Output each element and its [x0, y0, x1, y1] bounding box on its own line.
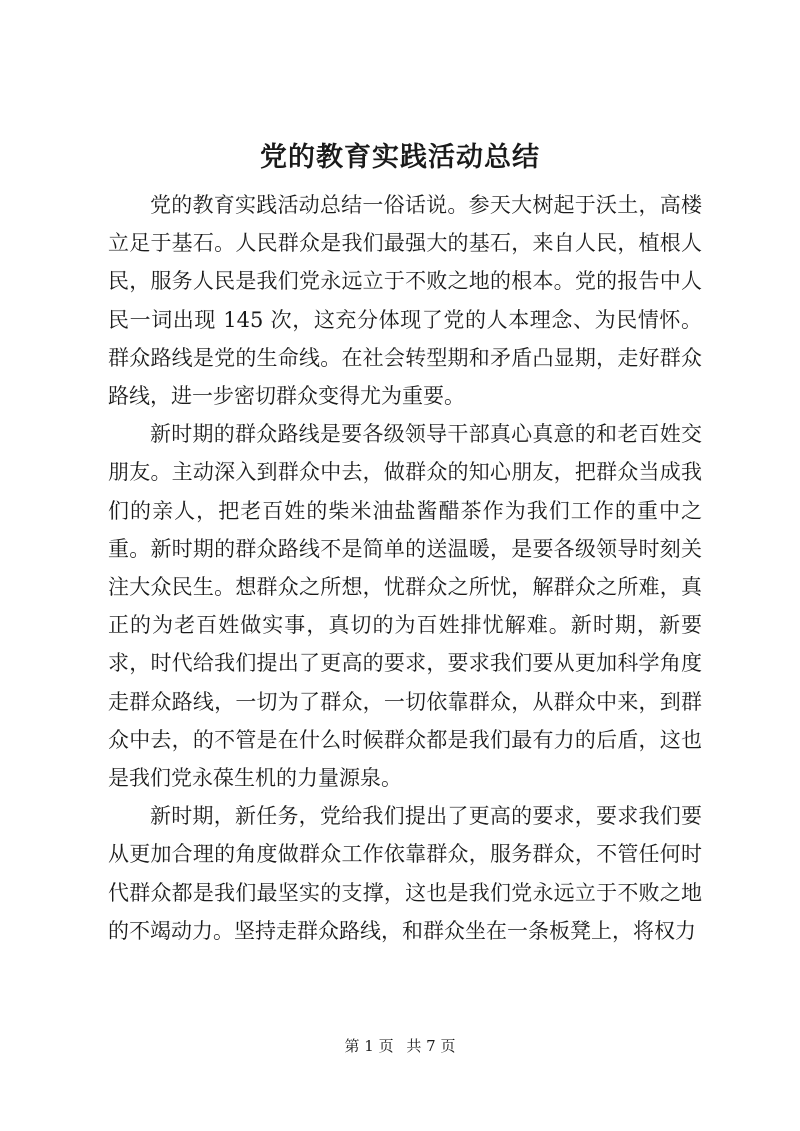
- page-total: 共 7 页: [406, 1037, 456, 1055]
- document-body: [108, 186, 702, 950]
- paragraph-2: 新时期的群众路线是要各级领导干部真心真意的和老百姓交朋友。主动深入到群众中去，做群众的知心朋友，把群众当成我们的亲人，把老百姓的柴米油盐酱醋茶作为我们工作的重中之重。新时期的群众路线不是简单的送温暖，是要各级领导时刻关注大众民生。想群众之所想，忧群众之所忧，解群众之所难，真正的为老百姓做实事，真切的为百姓排忧解难。新时期，新要求，时代给我们提出了更高的要求，要求我们要从更加科学角度走群众路线，一切为了群众，一切依靠群众，从群众中来，到群众中去，的不管是在什么时候群众都是我们最有力的后盾，这也是我们党永葆生机的力量源泉。: [108, 422, 702, 791]
- page-footer: [0, 1036, 800, 1056]
- paragraph-1: 党的教育实践活动总结一俗话说。参天大树起于沃土，高楼立足于基石。人民群众是我们最强大的基石，来自人民，植根人民，服务人民是我们党永远立于不败之地的根本。党的报告中人民一词出现 145 次，这充分体现了党的人本理念、为民情怀。群众路线是党的生命线。在社会转型期和矛盾凸显期，走好群众路线，进一步密切群众变得尤为重要。: [108, 193, 702, 409]
- paragraph-3: 新时期，新任务，党给我们提出了更高的要求，要求我们要从更加合理的角度做群众工作依靠群众，服务群众，不管任何时代群众都是我们最坚实的支撑，这也是我们党永远立于不败之地的不竭动力。坚持走群众路线，和群众坐在一条板凳上，将权力: [108, 804, 702, 943]
- page-number: 第 1 页: [344, 1037, 394, 1055]
- document-title: 党的教育实践活动总结: [260, 142, 540, 173]
